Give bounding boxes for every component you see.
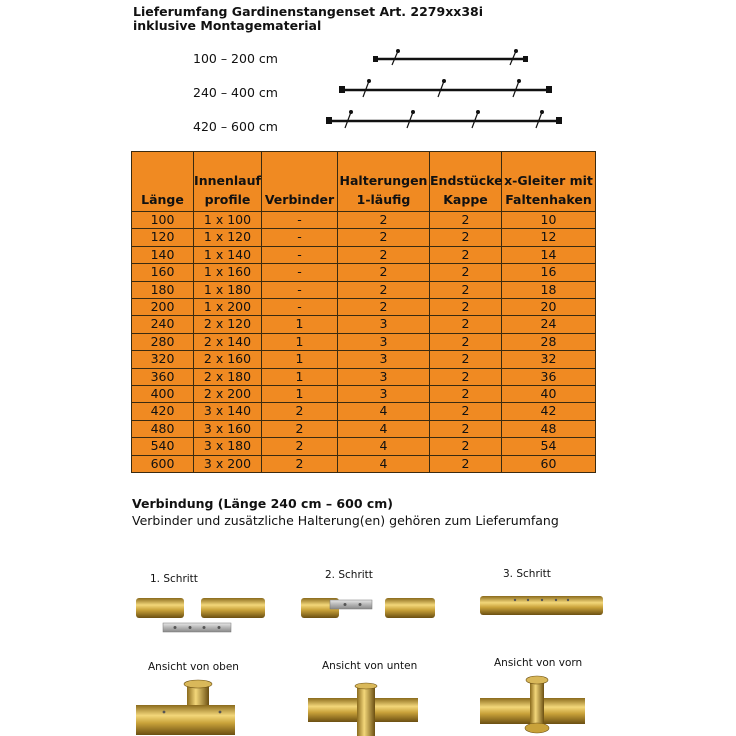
table-cell-col-laenge: 420 [132,403,194,420]
table-cell-col-endstuecke: 2 [430,316,502,333]
table-cell-col-gleiter: 14 [502,246,596,263]
table-cell-col-verbinder: - [262,246,338,263]
table-cell-col-laenge: 200 [132,299,194,316]
table-cell-col-laenge: 540 [132,438,194,455]
table-cell-col-halterungen: 2 [338,212,430,229]
table-cell-col-laenge: 400 [132,386,194,403]
table-cell-col-endstuecke: 2 [430,386,502,403]
table-row [132,403,596,420]
step-2-label: 2. Schritt [325,569,373,581]
table-row [132,281,596,298]
view-front-image [480,676,585,733]
table-cell-col-innenlauf: 2 x 160 [194,351,262,368]
header-text: 1-läufig [356,192,411,207]
step-3-label: 3. Schritt [503,568,551,580]
table-cell-col-innenlauf: 1 x 180 [194,281,262,298]
table-cell-col-laenge: 360 [132,368,194,385]
table-cell-col-endstuecke: 2 [430,438,502,455]
header-text: Halterungen [339,173,428,188]
table-cell-col-gleiter: 36 [502,368,596,385]
step-3-image [480,596,603,615]
table-row [132,212,596,229]
table-row [132,229,596,246]
table-cell-col-innenlauf: 1 x 200 [194,299,262,316]
step-1-image [136,598,265,632]
table-row [132,316,596,333]
table-cell-col-gleiter: 60 [502,455,596,472]
table-cell-col-gleiter: 32 [502,351,596,368]
table-cell-col-innenlauf: 2 x 200 [194,386,262,403]
table-cell-col-verbinder: 2 [262,403,338,420]
table-cell-col-halterungen: 2 [338,264,430,281]
table-cell-col-gleiter: 10 [502,212,596,229]
table-header-col-laenge [132,152,194,212]
table-cell-col-innenlauf: 2 x 120 [194,316,262,333]
table-cell-col-halterungen: 4 [338,403,430,420]
table-row [132,455,596,472]
table-header-row [132,152,596,212]
table-cell-col-innenlauf: 1 x 120 [194,229,262,246]
header-text: Faltenhaken [505,192,592,207]
view-bottom-label: Ansicht von unten [322,660,418,672]
size-label-short: 100 – 200 cm [193,51,278,66]
table-cell-col-verbinder: 2 [262,420,338,437]
table-cell-col-gleiter: 54 [502,438,596,455]
table-cell-col-endstuecke: 2 [430,212,502,229]
header-text: Endstücke [430,173,503,188]
table-cell-col-laenge: 320 [132,351,194,368]
table-cell-col-innenlauf: 1 x 100 [194,212,262,229]
table-cell-col-gleiter: 16 [502,264,596,281]
table-cell-col-gleiter: 40 [502,386,596,403]
table-cell-col-halterungen: 3 [338,386,430,403]
table-cell-col-innenlauf: 1 x 140 [194,246,262,263]
table-cell-col-gleiter: 24 [502,316,596,333]
document-subtitle: inklusive Montagematerial [133,18,322,33]
table-cell-col-innenlauf: 3 x 140 [194,403,262,420]
table-cell-col-halterungen: 2 [338,281,430,298]
table-row [132,246,596,263]
table-cell-col-halterungen: 4 [338,455,430,472]
table-cell-col-endstuecke: 2 [430,420,502,437]
table-row [132,299,596,316]
table-row [132,420,596,437]
table-cell-col-endstuecke: 2 [430,333,502,350]
header-text: Kappe [443,192,488,207]
header-text: Verbinder [264,192,335,207]
header-text: profile [204,192,251,207]
size-label-medium: 240 – 400 cm [193,85,278,100]
delivery-scope-table [131,151,596,473]
table-row [132,333,596,350]
table-row [132,351,596,368]
table-row [132,386,596,403]
table-cell-col-endstuecke: 2 [430,281,502,298]
document-title: Lieferumfang Gardinenstangenset Art. 2279xx38i [133,4,483,19]
table-cell-col-innenlauf: 3 x 160 [194,420,262,437]
table-header-col-endstuecke [430,152,502,212]
table-cell-col-halterungen: 3 [338,333,430,350]
table-cell-col-halterungen: 2 [338,229,430,246]
header-text: Innenlauf [194,173,261,188]
table-cell-col-halterungen: 4 [338,438,430,455]
table-cell-col-verbinder: - [262,299,338,316]
connection-title: Verbindung (Länge 240 cm – 600 cm) [132,496,394,511]
table-cell-col-laenge: 480 [132,420,194,437]
table-cell-col-endstuecke: 2 [430,264,502,281]
table-cell-col-verbinder: 1 [262,368,338,385]
table-cell-col-laenge: 100 [132,212,194,229]
view-top-label: Ansicht von oben [148,661,239,673]
table-cell-col-verbinder: 1 [262,386,338,403]
table-cell-col-gleiter: 20 [502,299,596,316]
table-cell-col-halterungen: 3 [338,351,430,368]
table-cell-col-endstuecke: 2 [430,299,502,316]
rod-diagram-short [373,49,528,65]
table-row [132,438,596,455]
step-1-label: 1. Schritt [150,573,198,585]
table-row [132,264,596,281]
table-cell-col-endstuecke: 2 [430,455,502,472]
table-cell-col-endstuecke: 2 [430,246,502,263]
table-header-col-halterungen [338,152,430,212]
table-cell-col-endstuecke: 2 [430,368,502,385]
table-cell-col-halterungen: 3 [338,368,430,385]
header-text: Länge [141,192,184,207]
table-cell-col-halterungen: 2 [338,299,430,316]
table-cell-col-laenge: 140 [132,246,194,263]
table-row [132,368,596,385]
table-cell-col-halterungen: 3 [338,316,430,333]
rod-diagram-long [326,110,562,128]
table-cell-col-verbinder: 1 [262,333,338,350]
table-cell-col-verbinder: 2 [262,438,338,455]
table-cell-col-innenlauf: 1 x 160 [194,264,262,281]
view-bottom-image [308,683,418,736]
table-cell-col-verbinder: - [262,264,338,281]
table-header-col-innenlauf [194,152,262,212]
table-cell-col-laenge: 120 [132,229,194,246]
table-cell-col-gleiter: 48 [502,420,596,437]
table-cell-col-verbinder: - [262,281,338,298]
table-cell-col-innenlauf: 2 x 180 [194,368,262,385]
table-cell-col-verbinder: 2 [262,455,338,472]
rod-diagram-medium [339,79,552,97]
table-cell-col-innenlauf: 2 x 140 [194,333,262,350]
table-cell-col-verbinder: 1 [262,316,338,333]
table-header-col-verbinder [262,152,338,212]
table-cell-col-gleiter: 42 [502,403,596,420]
table-cell-col-endstuecke: 2 [430,403,502,420]
step-2-image [301,598,435,618]
table-cell-col-laenge: 160 [132,264,194,281]
table-cell-col-verbinder: - [262,229,338,246]
table-cell-col-verbinder: - [262,212,338,229]
view-top-image [136,680,235,735]
table-cell-col-laenge: 600 [132,455,194,472]
connection-subtitle: Verbinder und zusätzliche Halterung(en) gehören zum Lieferumfang [132,513,559,528]
table-cell-col-verbinder: 1 [262,351,338,368]
table-header-col-gleiter [502,152,596,212]
table-cell-col-gleiter: 28 [502,333,596,350]
table-cell-col-innenlauf: 3 x 200 [194,455,262,472]
table-cell-col-halterungen: 4 [338,420,430,437]
header-text: x-Gleiter mit [504,173,593,188]
view-front-label: Ansicht von vorn [494,657,583,669]
table-cell-col-halterungen: 2 [338,246,430,263]
table-cell-col-gleiter: 12 [502,229,596,246]
table-cell-col-laenge: 180 [132,281,194,298]
size-label-long: 420 – 600 cm [193,119,278,134]
table-cell-col-gleiter: 18 [502,281,596,298]
table-cell-col-laenge: 280 [132,333,194,350]
table-cell-col-innenlauf: 3 x 180 [194,438,262,455]
table-cell-col-laenge: 240 [132,316,194,333]
table-cell-col-endstuecke: 2 [430,351,502,368]
table-cell-col-endstuecke: 2 [430,229,502,246]
